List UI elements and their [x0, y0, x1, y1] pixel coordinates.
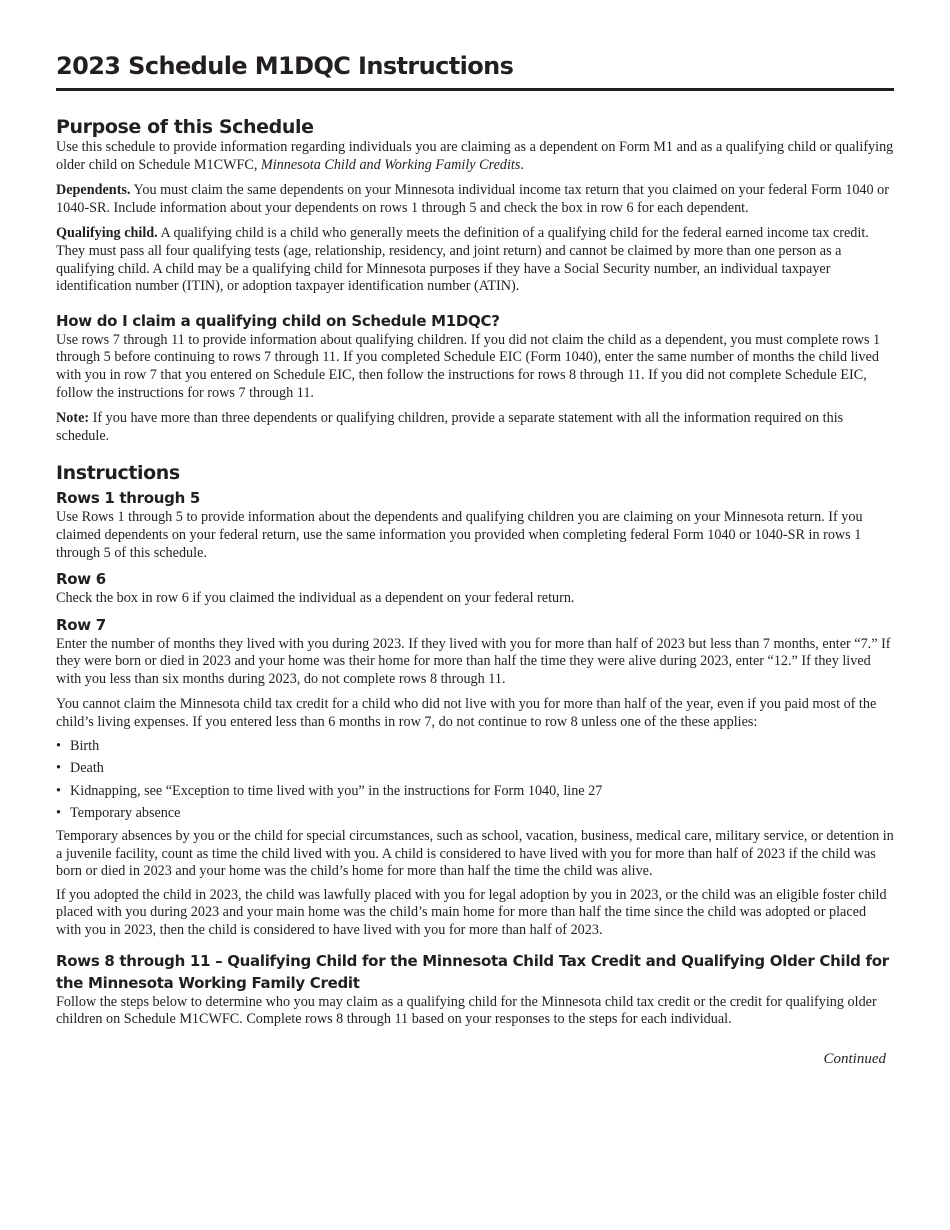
rows-8-11-paragraph: Follow the steps below to determine who you may claim as a qualifying child for the Minnesota child tax credit or the credit for qualifying older children on Schedule M1CWFC. Complete rows 8 through 11 based on your responses to the steps for each individual. [56, 993, 877, 1028]
row-7-paragraph-3: Temporary absences by you or the child for special circumstances, such as school, vacation, business, medical care, military service, or detention in a juvenile facility, count as time the child lived with you. A child is considered to have lived with you for more than half of 2023 if the child was born or died in 2023 and your home was the child’s home for more than half the time the child was alive. [56, 828, 894, 880]
dependents-paragraph: Dependents. You must claim the same dependents on your Minnesota individual income tax return that you claimed on your federal Form 1040 or 1040-SR. Include information about your dependents on rows 1 through 5 and check the box in row 6 for each dependent. [56, 182, 889, 216]
rows-8-11-heading: Rows 8 through 11 – Qualifying Child for the Minnesota Child Tax Credit and Qualifying Older Child for the Minnesota Working Family Credit [56, 951, 889, 992]
row-6-paragraph: Check the box in row 6 if you claimed the individual as a dependent on your federal return. [56, 590, 575, 607]
exception-list [56, 738, 894, 823]
row-7-heading: Row 7 [56, 615, 106, 634]
qualifying-child-paragraph: Qualifying child. A qualifying child is a child who generally meets the definition of a qualifying child for the federal earned income tax credit. They must pass all four qualifying tests (age, relationship, residency, and joint return) and cannot be claimed by more than one person as a qualifying child. A child may be a qualifying child for Minnesota purposes if they have a Social Security number, an individual taxpayer identification number (ITIN), or adoption taxpayer identification number (ATIN). [56, 225, 869, 295]
continued-label: Continued [823, 1050, 886, 1067]
qualifying-child-label: Qualifying child. [56, 225, 158, 242]
document-page [56, 50, 894, 1068]
dependents-label: Dependents. [56, 182, 131, 199]
page-title: 2023 Schedule M1DQC Instructions [56, 50, 894, 91]
list-item: • Kidnapping, see “Exception to time lived with you” in the instructions for Form 1040, line 27 [56, 782, 603, 799]
how-to-claim-paragraph: Use rows 7 through 11 to provide information about qualifying children. If you did not claim the child as a dependent, you must complete rows 1 through 5 before continuing to rows 7 through 11. If you completed Schedule EIC (Form 1040), enter the same number of months the child lived with you in row 7 that you entered on Schedule EIC, then follow the instructions for rows 8 through 11. If you did not complete Schedule EIC, follow the instructions for rows 7 through 11. [56, 331, 881, 401]
credits-form-title: Minnesota Child and Working Family Credits [260, 156, 521, 173]
rows-1-5-heading: Rows 1 through 5 [56, 489, 201, 508]
row-7-paragraph-2: You cannot claim the Minnesota child tax credit for a child who did not live with you for more than half of the year, even if you paid most of the child’s living expenses. If you entered less than 6 months in row 7, do not continue to row 8 unless one of the these applies: [56, 696, 877, 731]
list-item: • Death [56, 760, 104, 777]
row-6-heading: Row 6 [56, 570, 106, 589]
how-to-claim-heading: How do I claim a qualifying child on Schedule M1DQC? [56, 311, 500, 330]
purpose-heading: Purpose of this Schedule [56, 116, 314, 138]
note-paragraph: Note: If you have more than three dependents or qualifying children, provide a separate statement with all the information required on this schedule. [56, 410, 844, 444]
rows-1-5-paragraph: Use Rows 1 through 5 to provide information about the dependents and qualifying children you are claiming on your Minnesota return. If you claimed dependents on your federal return, use the same information you provided when completing federal Form 1040 or 1040-SR in rows 1 through 5 of this schedule. [56, 509, 863, 561]
list-item: • Birth [56, 737, 100, 754]
instructions-heading: Instructions [56, 462, 180, 485]
row-7-paragraph-1: Enter the number of months they lived with you during 2023. If they lived with you for more than half of 2023 but less than 7 months, enter “7.” If they were born or died in 2023 and your home was their home for more than half the time they were alive during 2023, enter “12.” If they lived with you less than six months during 2023, do not complete rows 8 through 11. [56, 635, 891, 687]
row-7-paragraph-4: If you adopted the child in 2023, the child was lawfully placed with you for legal adoption by you in 2023, or the child was an eligible foster child placed with you during 2023 and your main home was the child’s main home for more than half the time since the child was adopted or placed with you in 2023, then the child is considered to have lived with you for more than half of 2023. [56, 886, 887, 938]
purpose-intro: Use this schedule to provide information regarding individuals you are claiming as a dependent on Form M1 and as a qualifying child or qualifying older child on Schedule M1CWFC, Minnesota Child and Working Family Credits. [56, 139, 894, 173]
list-item: • Temporary absence [56, 805, 181, 822]
note-label: Note: [56, 410, 90, 427]
